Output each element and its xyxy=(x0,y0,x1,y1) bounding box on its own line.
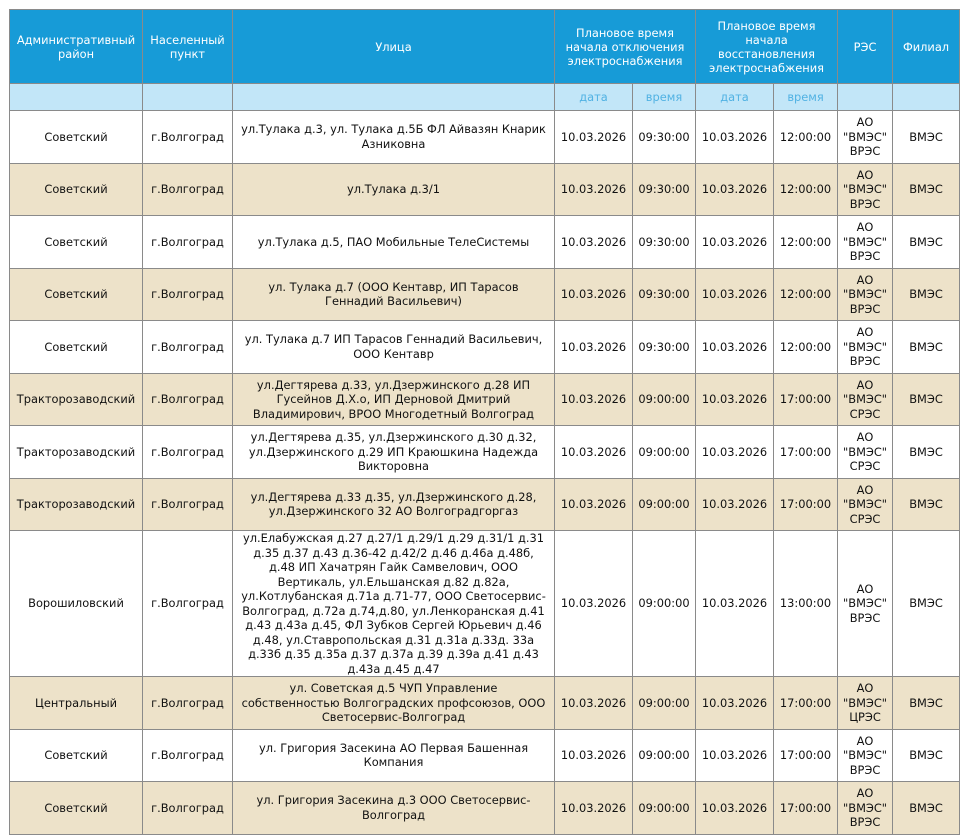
cell-res: АО "ВМЭС" ВРЭС xyxy=(838,216,893,269)
cell-restore-date: 10.03.2026 xyxy=(696,677,774,730)
cell-restore-date: 10.03.2026 xyxy=(696,321,774,374)
header-off-time: Плановое время начала отключения электроснабжения xyxy=(555,10,696,84)
cell-off-date: 10.03.2026 xyxy=(555,531,633,677)
cell-restore-date: 10.03.2026 xyxy=(696,216,774,269)
table-row xyxy=(10,373,960,426)
cell-branch: ВМЭС xyxy=(893,677,960,730)
cell-res: АО "ВМЭС" ВРЭС xyxy=(838,729,893,782)
cell-off-date: 10.03.2026 xyxy=(555,216,633,269)
cell-district: Советский xyxy=(10,268,143,321)
subheader-empty xyxy=(838,84,893,111)
cell-restore-time: 12:00:00 xyxy=(774,216,838,269)
cell-district: Ворошиловский xyxy=(10,531,143,677)
cell-branch: ВМЭС xyxy=(893,216,960,269)
table-row xyxy=(10,677,960,730)
cell-off-date: 10.03.2026 xyxy=(555,729,633,782)
cell-street: ул.Елабужская д.27 д.27/1 д.29/1 д.29 д.31/1 д.31 д.35 д.37 д.43 д.36-42 д.42/2 д.46 д.46а д.48б, д.48 ИП Хачатрян Гайк Самвелович, ООО Вертикаль, ул.Ельшанская д.82 д.82а, ул.Котлубанская д.71а д.71-77, ООО Светосервис-Волгоград, д.72а д.74,д.80, ул.Ленкоранская д.41 д.43 д.43а д.45, ФЛ Зубков Сергей Юрьевич д.46 д.48, ул.Ставропольская д.31 д.31а д.33д. 33а д.33б д.35 д.35а д.37 д.37а д.39 д.39а д.41 д.43 д.43а д.45 д.47 xyxy=(233,531,555,677)
cell-locality: г.Волгоград xyxy=(143,111,233,164)
table-header xyxy=(10,10,960,111)
cell-off-date: 10.03.2026 xyxy=(555,677,633,730)
subheader-restore-date: дата xyxy=(696,84,774,111)
cell-locality: г.Волгоград xyxy=(143,478,233,531)
table-row xyxy=(10,163,960,216)
cell-restore-date: 10.03.2026 xyxy=(696,478,774,531)
cell-restore-date: 10.03.2026 xyxy=(696,729,774,782)
cell-district: Советский xyxy=(10,729,143,782)
cell-district: Тракторозаводский xyxy=(10,373,143,426)
cell-locality: г.Волгоград xyxy=(143,677,233,730)
header-restore-time: Плановое время начала восстановления электроснабжения xyxy=(696,10,838,84)
cell-street: ул. Григория Засекина АО Первая Башенная Компания xyxy=(233,729,555,782)
cell-off-time: 09:00:00 xyxy=(633,373,696,426)
cell-off-date: 10.03.2026 xyxy=(555,111,633,164)
cell-locality: г.Волгоград xyxy=(143,729,233,782)
cell-restore-date: 10.03.2026 xyxy=(696,426,774,479)
cell-branch: ВМЭС xyxy=(893,729,960,782)
cell-branch: ВМЭС xyxy=(893,111,960,164)
cell-res: АО "ВМЭС" ЦРЭС xyxy=(838,677,893,730)
cell-locality: г.Волгоград xyxy=(143,373,233,426)
outage-schedule-table xyxy=(9,9,960,835)
subheader-restore-time: время xyxy=(774,84,838,111)
cell-locality: г.Волгоград xyxy=(143,531,233,677)
cell-street: ул.Тулака д.3/1 xyxy=(233,163,555,216)
table-body xyxy=(10,111,960,835)
cell-district: Советский xyxy=(10,782,143,835)
cell-off-time: 09:00:00 xyxy=(633,478,696,531)
cell-off-time: 09:00:00 xyxy=(633,531,696,677)
cell-off-time: 09:00:00 xyxy=(633,782,696,835)
cell-restore-date: 10.03.2026 xyxy=(696,163,774,216)
header-branch: Филиал xyxy=(893,10,960,84)
cell-res: АО "ВМЭС" ВРЭС xyxy=(838,268,893,321)
cell-off-time: 09:30:00 xyxy=(633,268,696,321)
cell-locality: г.Волгоград xyxy=(143,268,233,321)
cell-restore-time: 17:00:00 xyxy=(774,729,838,782)
table-row xyxy=(10,478,960,531)
cell-off-date: 10.03.2026 xyxy=(555,163,633,216)
cell-restore-time: 12:00:00 xyxy=(774,268,838,321)
cell-locality: г.Волгоград xyxy=(143,163,233,216)
cell-off-date: 10.03.2026 xyxy=(555,782,633,835)
subheader-row xyxy=(10,84,960,111)
cell-res: АО "ВМЭС" ВРЭС xyxy=(838,782,893,835)
cell-street: ул.Дегтярева д.35, ул.Дзержинского д.30 д.32, ул.Дзержинского д.29 ИП Краюшкина Надежда Викторовна xyxy=(233,426,555,479)
cell-off-time: 09:30:00 xyxy=(633,216,696,269)
cell-restore-time: 12:00:00 xyxy=(774,163,838,216)
cell-district: Советский xyxy=(10,321,143,374)
cell-locality: г.Волгоград xyxy=(143,321,233,374)
cell-res: АО "ВМЭС" ВРЭС xyxy=(838,531,893,677)
cell-locality: г.Волгоград xyxy=(143,426,233,479)
subheader-off-time: время xyxy=(633,84,696,111)
cell-restore-time: 17:00:00 xyxy=(774,677,838,730)
cell-street: ул.Дегтярева д.33, ул.Дзержинского д.28 ИП Гусейнов Д.Х.о, ИП Дерновой Дмитрий Владимирович, ВРОО Многодетный Волгоград xyxy=(233,373,555,426)
cell-street: ул. Тулака д.7 (ООО Кентавр, ИП Тарасов Геннадий Васильевич) xyxy=(233,268,555,321)
cell-locality: г.Волгоград xyxy=(143,782,233,835)
cell-restore-date: 10.03.2026 xyxy=(696,111,774,164)
cell-off-time: 09:30:00 xyxy=(633,111,696,164)
table-row xyxy=(10,216,960,269)
table-row xyxy=(10,426,960,479)
cell-off-time: 09:00:00 xyxy=(633,729,696,782)
table-row xyxy=(10,321,960,374)
table-row xyxy=(10,531,960,677)
header-street: Улица xyxy=(233,10,555,84)
cell-off-date: 10.03.2026 xyxy=(555,321,633,374)
cell-district: Тракторозаводский xyxy=(10,478,143,531)
cell-branch: ВМЭС xyxy=(893,321,960,374)
cell-restore-time: 17:00:00 xyxy=(774,426,838,479)
header-row xyxy=(10,10,960,84)
cell-restore-date: 10.03.2026 xyxy=(696,531,774,677)
cell-res: АО "ВМЭС" СРЭС xyxy=(838,373,893,426)
cell-restore-date: 10.03.2026 xyxy=(696,782,774,835)
cell-district: Советский xyxy=(10,216,143,269)
cell-res: АО "ВМЭС" ВРЭС xyxy=(838,111,893,164)
cell-restore-time: 12:00:00 xyxy=(774,111,838,164)
cell-res: АО "ВМЭС" СРЭС xyxy=(838,426,893,479)
cell-branch: ВМЭС xyxy=(893,782,960,835)
cell-res: АО "ВМЭС" ВРЭС xyxy=(838,321,893,374)
cell-off-date: 10.03.2026 xyxy=(555,426,633,479)
cell-off-time: 09:30:00 xyxy=(633,163,696,216)
cell-branch: ВМЭС xyxy=(893,268,960,321)
cell-res: АО "ВМЭС" ВРЭС xyxy=(838,163,893,216)
table-row xyxy=(10,782,960,835)
cell-street: ул.Дегтярева д.33 д.35, ул.Дзержинского д.28, ул.Дзержинского 32 АО Волгоградгоргаз xyxy=(233,478,555,531)
cell-off-date: 10.03.2026 xyxy=(555,373,633,426)
cell-district: Тракторозаводский xyxy=(10,426,143,479)
header-locality: Населенный пункт xyxy=(143,10,233,84)
cell-off-time: 09:00:00 xyxy=(633,677,696,730)
cell-locality: г.Волгоград xyxy=(143,216,233,269)
table-row xyxy=(10,268,960,321)
header-district: Административный район xyxy=(10,10,143,84)
cell-restore-time: 17:00:00 xyxy=(774,478,838,531)
subheader-empty xyxy=(143,84,233,111)
cell-off-time: 09:30:00 xyxy=(633,321,696,374)
cell-off-date: 10.03.2026 xyxy=(555,268,633,321)
cell-street: ул. Тулака д.7 ИП Тарасов Геннадий Васильевич, ООО Кентавр xyxy=(233,321,555,374)
cell-off-time: 09:00:00 xyxy=(633,426,696,479)
cell-off-date: 10.03.2026 xyxy=(555,478,633,531)
cell-street: ул.Тулака д.3, ул. Тулака д.5Б ФЛ Айвазян Кнарик Азниковна xyxy=(233,111,555,164)
table-row xyxy=(10,111,960,164)
subheader-empty xyxy=(893,84,960,111)
subheader-off-date: дата xyxy=(555,84,633,111)
cell-street: ул. Григория Засекина д.3 ООО Светосервис-Волгоград xyxy=(233,782,555,835)
cell-restore-time: 13:00:00 xyxy=(774,531,838,677)
cell-branch: ВМЭС xyxy=(893,163,960,216)
cell-branch: ВМЭС xyxy=(893,478,960,531)
cell-branch: ВМЭС xyxy=(893,531,960,677)
cell-branch: ВМЭС xyxy=(893,426,960,479)
cell-restore-time: 17:00:00 xyxy=(774,373,838,426)
subheader-empty xyxy=(10,84,143,111)
cell-res: АО "ВМЭС" СРЭС xyxy=(838,478,893,531)
cell-restore-time: 17:00:00 xyxy=(774,782,838,835)
cell-branch: ВМЭС xyxy=(893,373,960,426)
header-res: РЭС xyxy=(838,10,893,84)
cell-street: ул. Советская д.5 ЧУП Управление собственностью Волгоградских профсоюзов, ООО Светосервис-Волгоград xyxy=(233,677,555,730)
cell-district: Центральный xyxy=(10,677,143,730)
subheader-empty xyxy=(233,84,555,111)
cell-district: Советский xyxy=(10,163,143,216)
cell-restore-time: 12:00:00 xyxy=(774,321,838,374)
cell-restore-date: 10.03.2026 xyxy=(696,268,774,321)
cell-street: ул.Тулака д.5, ПАО Мобильные ТелеСистемы xyxy=(233,216,555,269)
table-row xyxy=(10,729,960,782)
cell-restore-date: 10.03.2026 xyxy=(696,373,774,426)
cell-district: Советский xyxy=(10,111,143,164)
